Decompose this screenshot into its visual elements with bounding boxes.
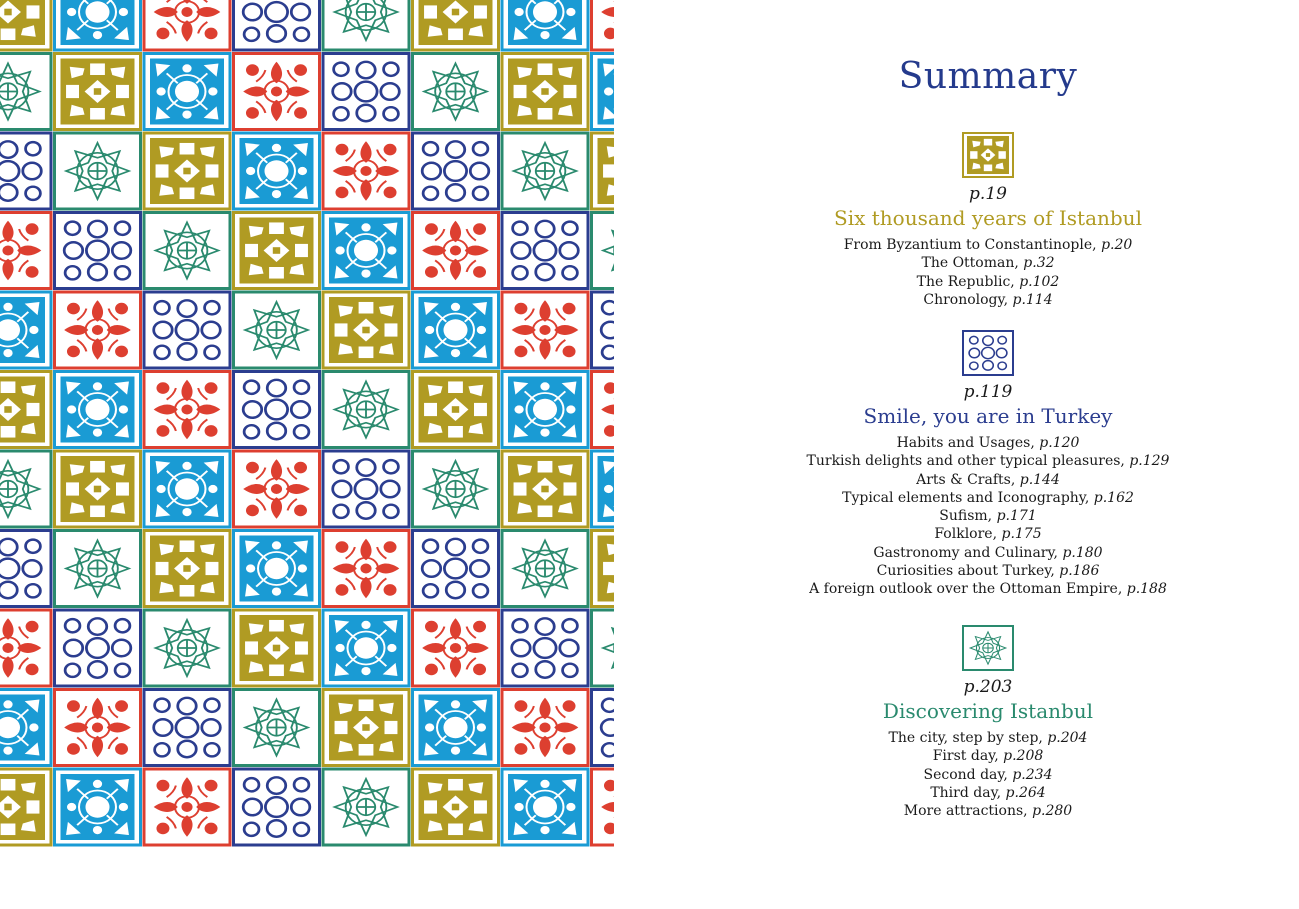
decorative-tile [323,372,409,448]
decorative-tile [323,213,409,289]
decorative-tile [413,690,499,766]
toc-entry[interactable]: First day, p.208 [932,748,1044,765]
decorative-tile [413,610,499,686]
section-history [678,132,1298,309]
section-discovering [678,625,1298,820]
decorative-tile [55,610,141,686]
decorative-tile [592,133,615,209]
decorative-tile [592,690,615,766]
decorative-tile [144,531,230,607]
toc-entry[interactable]: Habits and Usages, p.120 [896,435,1080,451]
page-title: Summary [898,56,1078,97]
decorative-tile [413,531,499,607]
decorative-tile [592,451,615,527]
decorative-tile [234,610,320,686]
tile-blue-icon [962,330,1014,376]
section-page: p.19 [969,184,1007,204]
decorative-tile [323,0,409,50]
toc-entry[interactable]: A foreign outlook over the Ottoman Empire, p.188 [809,581,1167,598]
decorative-tile [592,292,615,368]
decorative-tile [502,372,588,448]
decorative-tile [0,133,51,209]
decorative-tile [55,54,141,130]
decorative-tile [55,133,141,209]
decorative-tile [234,372,320,448]
decorative-tile [323,451,409,527]
decorative-tile [592,372,615,448]
toc-entry[interactable]: Typical elements and Iconography, p.162 [842,489,1134,506]
toc-entry[interactable]: Chronology, p.114 [923,291,1053,308]
decorative-tile [144,690,230,766]
toc-entry[interactable]: From Byzantium to Constantinople, p.20 [843,237,1133,253]
decorative-tile [592,0,615,50]
decorative-tile-panel [0,0,614,909]
toc-entry[interactable]: Folklore, p.175 [934,526,1042,543]
decorative-tile [234,54,320,130]
toc-entry[interactable]: Curiosities about Turkey, p.186 [876,563,1100,580]
section-title: Six thousand years of Istanbul [834,206,1142,230]
decorative-tile [502,213,588,289]
decorative-tile [592,531,615,607]
decorative-tile [234,690,320,766]
decorative-tile [55,451,141,527]
decorative-tile [592,54,615,130]
section-turkey [678,330,1298,599]
toc-entry[interactable]: Third day, p.264 [930,784,1046,801]
decorative-tile [144,610,230,686]
decorative-tile [234,292,320,368]
decorative-tile [55,213,141,289]
decorative-tile [0,531,51,607]
decorative-tile [55,0,141,50]
decorative-tile [502,54,588,130]
decorative-tile [55,690,141,766]
decorative-tile [502,769,588,845]
decorative-tile [55,372,141,448]
decorative-tile [502,610,588,686]
decorative-tile [592,769,615,845]
decorative-tile [0,292,51,368]
decorative-tile [413,451,499,527]
decorative-tile [55,769,141,845]
decorative-tile [234,213,320,289]
decorative-tile [234,133,320,209]
section-title: Smile, you are in Turkey [863,404,1113,428]
decorative-tile [413,133,499,209]
decorative-tile [502,0,588,50]
decorative-tile [0,0,51,50]
decorative-tile [0,769,51,845]
decorative-tile [0,213,51,289]
decorative-tile [502,292,588,368]
toc-entry[interactable]: Second day, p.234 [923,766,1053,783]
decorative-tile [413,372,499,448]
decorative-tile [144,213,230,289]
decorative-tile [323,690,409,766]
decorative-tile [0,451,51,527]
decorative-tile [323,133,409,209]
decorative-tile [234,769,320,845]
decorative-tile [323,769,409,845]
decorative-tile [0,54,51,130]
decorative-tile [502,451,588,527]
decorative-tile [323,292,409,368]
decorative-tile [0,610,51,686]
section-page: p.119 [963,382,1013,402]
decorative-tile [144,54,230,130]
toc-entry[interactable]: More attractions, p.280 [903,803,1073,820]
decorative-tile [144,292,230,368]
summary-contents [678,0,1298,909]
toc-entry[interactable]: Gastronomy and Culinary, p.180 [873,544,1103,561]
decorative-tile [144,0,230,50]
decorative-tile [234,451,320,527]
toc-entry[interactable]: Sufism, p.171 [939,508,1037,525]
decorative-tile [144,451,230,527]
tile-gold-icon [962,132,1014,178]
toc-entry[interactable]: Turkish delights and other typical pleasures, p.129 [806,453,1170,470]
decorative-tile [55,531,141,607]
decorative-tile [55,292,141,368]
decorative-tile [0,690,51,766]
decorative-tile [144,133,230,209]
section-entry-list [678,434,1298,599]
decorative-tile [144,769,230,845]
section-page: p.203 [963,677,1013,697]
decorative-tile [502,531,588,607]
decorative-tile [234,0,320,50]
decorative-tile [502,690,588,766]
section-title: Discovering Istanbul [882,699,1094,723]
decorative-tile [592,213,615,289]
decorative-tile [0,372,51,448]
tile-pattern-grid [0,0,614,909]
decorative-tile [144,372,230,448]
tile-green-icon [962,625,1014,671]
decorative-tile [234,531,320,607]
section-entry-list [678,236,1298,309]
decorative-tile [413,0,499,50]
decorative-tile [413,292,499,368]
toc-entry[interactable]: The Republic, p.102 [916,273,1060,290]
decorative-tile [323,610,409,686]
decorative-tile [413,213,499,289]
decorative-tile [323,531,409,607]
decorative-tile [502,133,588,209]
decorative-tile [413,769,499,845]
decorative-tile [592,610,615,686]
decorative-tile [413,54,499,130]
toc-entry[interactable]: The city, step by step, p.204 [888,730,1088,746]
section-entry-list [678,729,1298,820]
decorative-tile [323,54,409,130]
toc-entry[interactable]: Arts & Crafts, p.144 [916,471,1060,488]
toc-entry[interactable]: The Ottoman, p.32 [921,255,1055,272]
